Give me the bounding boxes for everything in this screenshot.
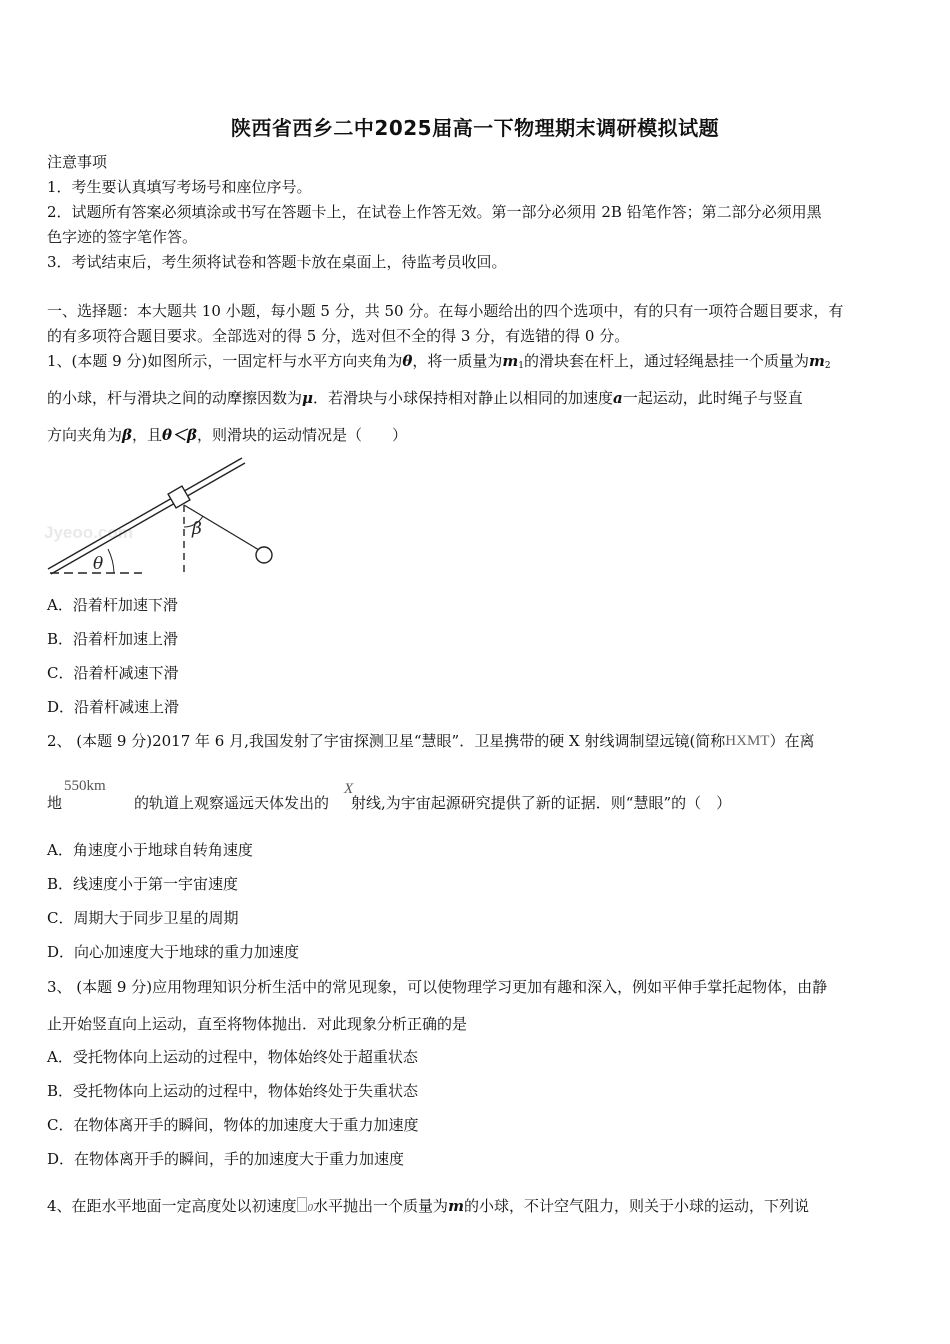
q3-option-b: B．受托物体向上运动的过程中，物体始终处于失重状态 — [47, 1082, 419, 1100]
q2-x-ray-symbol: X — [344, 781, 354, 797]
q3-line-1: 3、 (本题 9 分)应用物理知识分析生活中的常见现象，可以使物理学习更加有趣和深入，例如平伸手掌托起物体，由静 — [47, 978, 828, 996]
q4-line-1: 4、在距水平地面一定高度处以初速度 0水平抛出一个质量为m的小球，不计空气阻力，则关于小球的运动，下列说 — [47, 1197, 809, 1215]
note-3: 3．考试结束后，考生须将试卷和答题卡放在桌面上，待监考员收回。 — [47, 253, 507, 271]
q2-line-2: 地 的轨道上观察遥远天体发出的 射线,为宇宙起源研究提供了新的证据．则“慧眼”的（ ） — [47, 794, 732, 812]
note-2-line-1: 2．试题所有答案必须填涂或书写在答题卡上，在试卷上作答无效。第一部分必须用 2B 铅笔作答；第二部分必须用黑 — [47, 203, 822, 221]
rod-line-lower — [51, 463, 245, 574]
q1-line-1: 1、(本题 9 分)如图所示，一固定杆与水平方向夹角为θ，将一质量为$m_1$的滑块套在杆上，通过轻绳悬挂一个质量为$m_2$ — [47, 352, 831, 371]
note-1: 1．考生要认真填写考场号和座位序号。 — [47, 178, 312, 196]
q1-option-c: C．沿着杆减速下滑 — [47, 664, 179, 682]
section-intro-line-2: 的有多项符合题目要求。全部选对的得 5 分，选对但不全的得 3 分，有选错的得 0 分。 — [47, 327, 630, 345]
q3-line-2: 止开始竖直向上运动，直至将物体抛出．对此现象分析正确的是 — [47, 1015, 468, 1033]
q2-altitude: 550km — [64, 778, 106, 794]
beta-label: β — [192, 519, 202, 539]
q1-option-a: A．沿着杆加速下滑 — [47, 596, 178, 614]
q2-option-b: B．线速度小于第一宇宙速度 — [47, 875, 239, 893]
ball — [256, 547, 272, 563]
q2-option-a: A．角速度小于地球自转角速度 — [47, 841, 253, 859]
theta-label: θ — [93, 554, 104, 574]
figure-watermark: Jyeoo.com — [44, 523, 133, 542]
rod-line-upper — [48, 458, 242, 569]
q3-option-a: A．受托物体向上运动的过程中，物体始终处于超重状态 — [47, 1048, 418, 1066]
note-2-line-2: 色字迹的签字笔作答。 — [47, 228, 198, 246]
q1-line-3: 方向夹角为β，且θ＜β，则滑块的运动情况是（ ） — [47, 426, 407, 444]
q1-line-2: 的小球，杆与滑块之间的动摩擦因数为μ．若滑块与小球保持相对静止以相同的加速度a一起运动，此时绳子与竖直 — [47, 389, 803, 407]
theta-arc — [108, 549, 114, 573]
q1-option-b: B．沿着杆加速上滑 — [47, 630, 179, 648]
q2-line-1: 2、 (本题 9 分)2017 年 6 月,我国发射了宇宙探测卫星“慧眼”．卫星携带的硬 X 射线调制望远镜(简称HXMT）在离 — [47, 732, 815, 750]
q2-option-d: D．向心加速度大于地球的重力加速度 — [47, 943, 300, 961]
q1-diagram — [42, 456, 282, 578]
section-intro-line-1: 一、选择题：本大题共 10 小题，每小题 5 分，共 50 分。在每小题给出的四个选项中，有的只有一项符合题目要求，有 — [47, 302, 844, 320]
q3-option-d: D．在物体离开手的瞬间，手的加速度大于重力加速度 — [47, 1150, 405, 1168]
q3-option-c: C．在物体离开手的瞬间，物体的加速度大于重力加速度 — [47, 1116, 419, 1134]
missing-glyph-icon — [297, 1197, 307, 1212]
q1-option-d: D．沿着杆减速上滑 — [47, 698, 180, 716]
q2-option-c: C．周期大于同步卫星的周期 — [47, 909, 239, 927]
notes-heading: 注意事项 — [47, 153, 108, 171]
page-title: 陕西省西乡二中2025届高一下物理期末调研模拟试题 — [230, 116, 720, 140]
